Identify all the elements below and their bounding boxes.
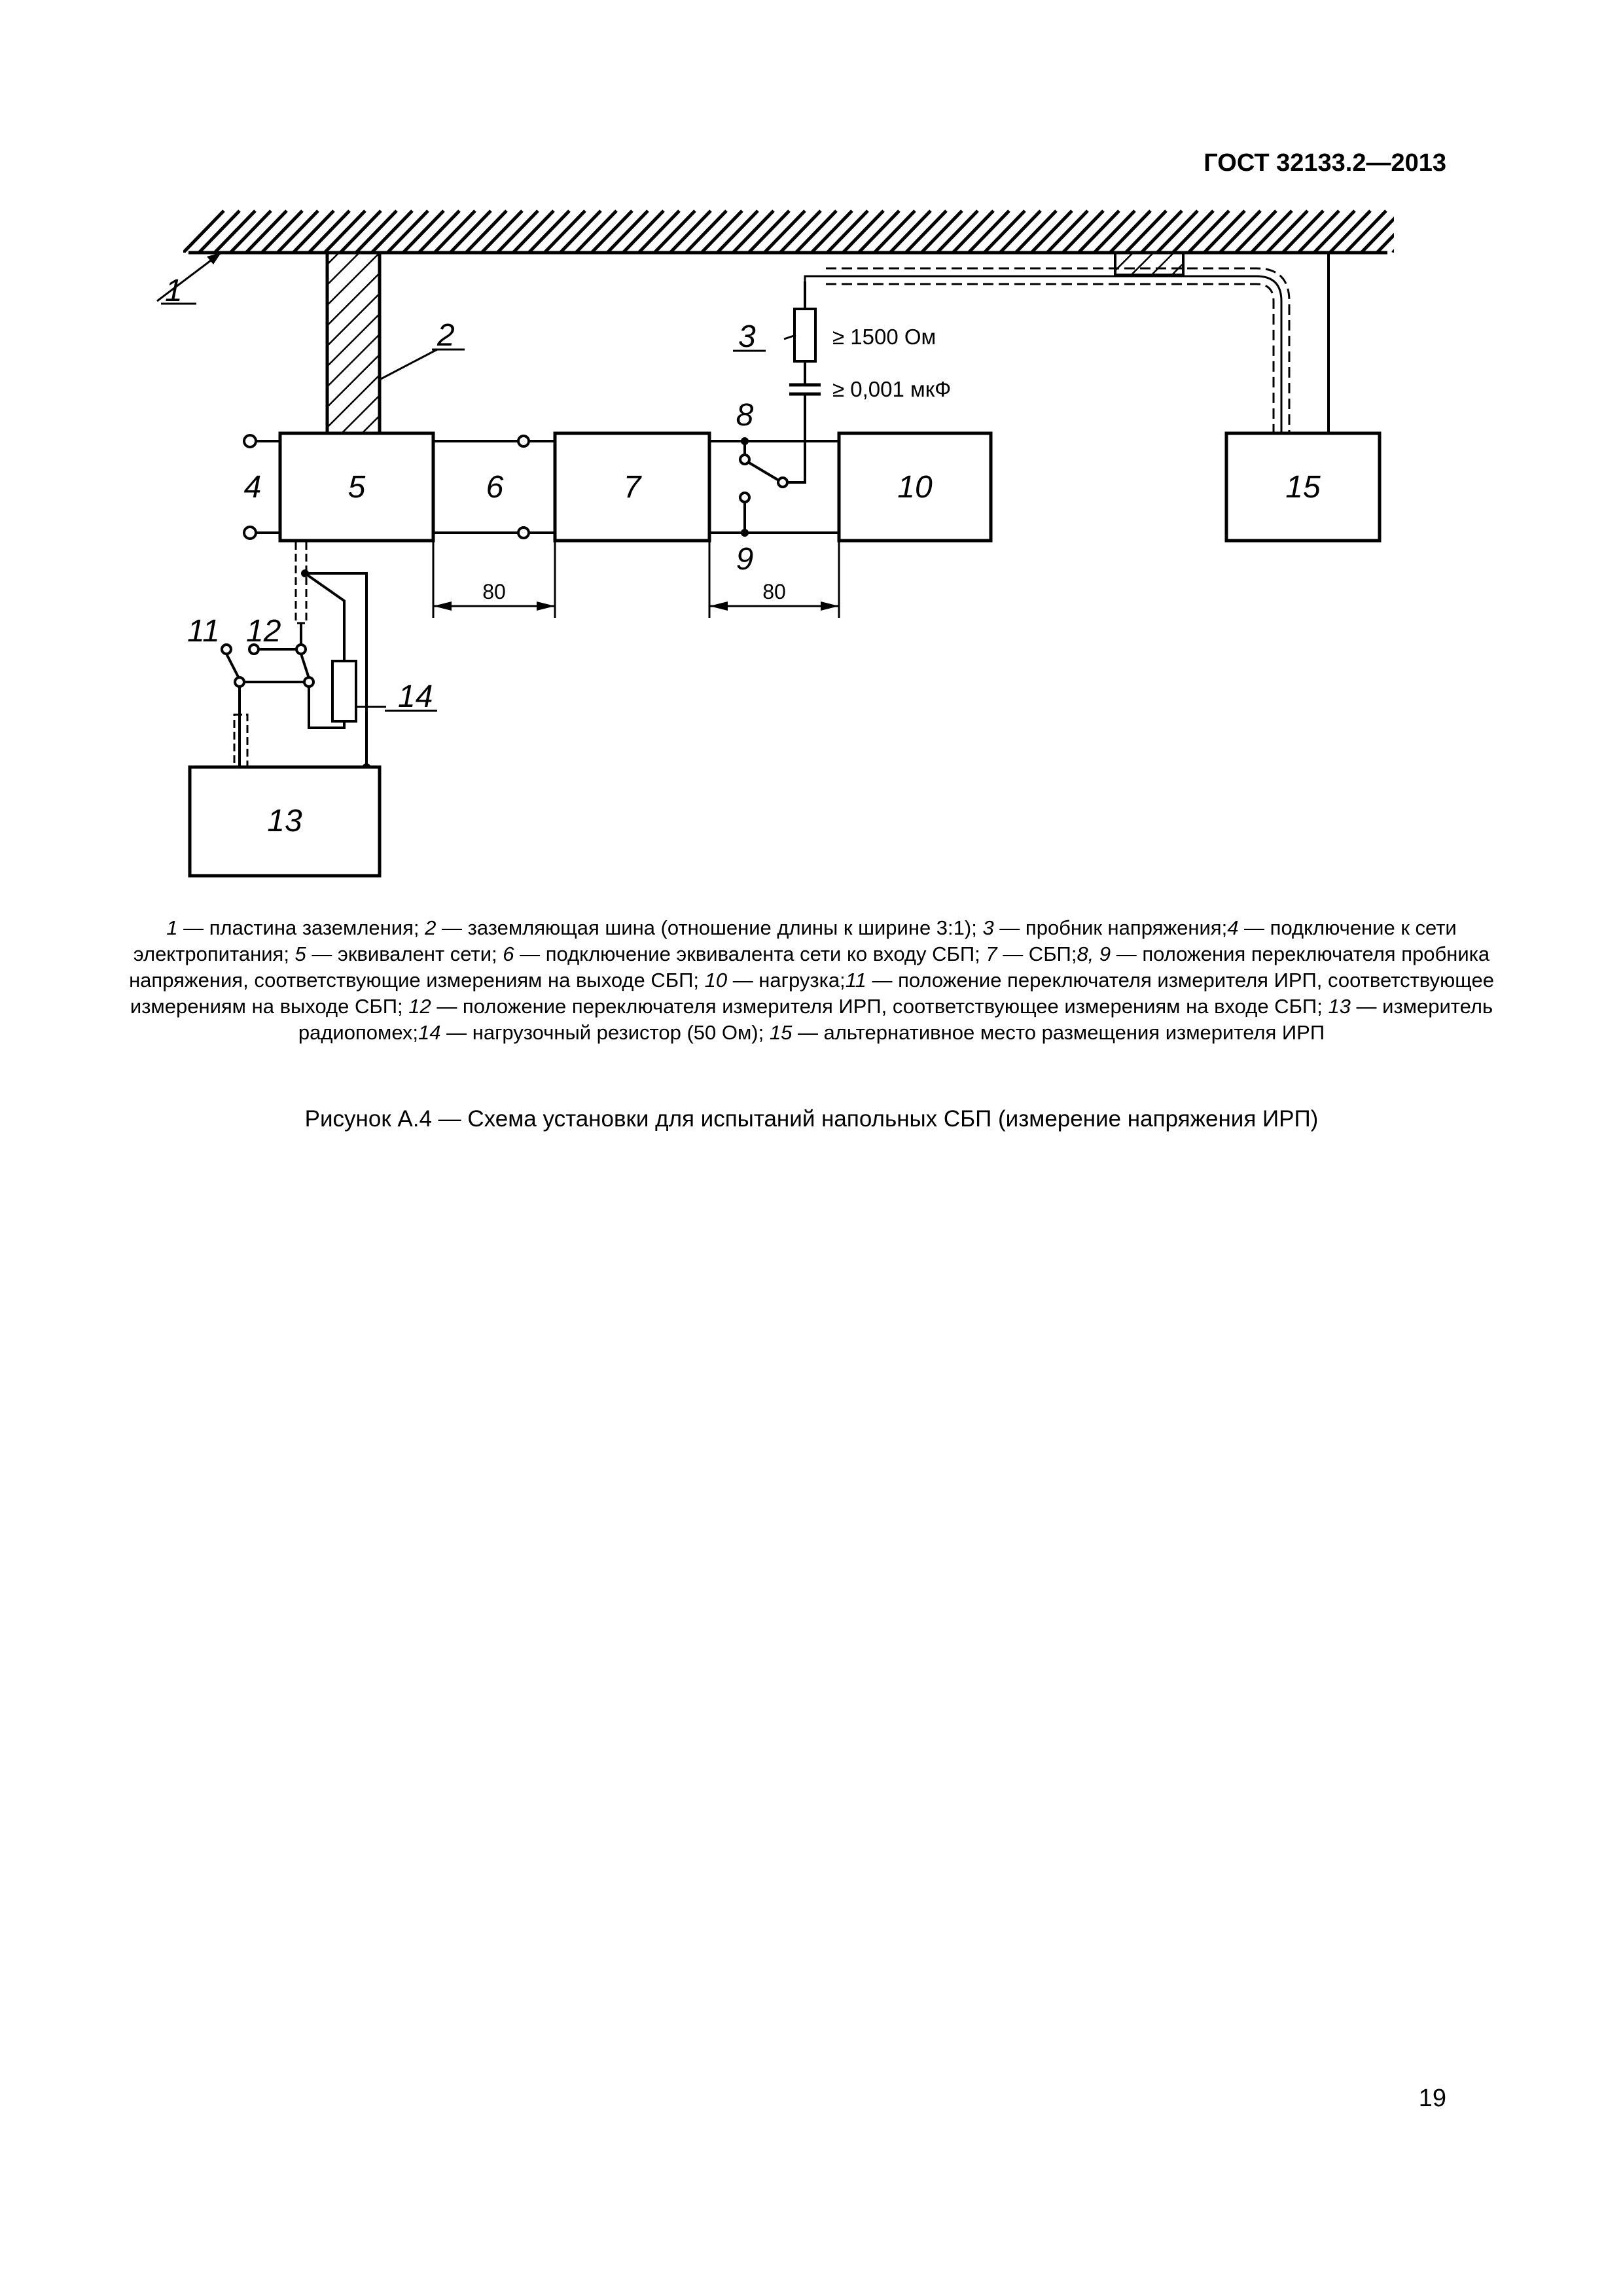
switch-contact-9 [740,493,749,502]
capacitor-value: ≥ 0,001 мкФ [832,377,952,401]
label-7: 7 [623,470,641,505]
legend-item-text: — пробник напряжения; [993,916,1228,939]
legend-item-number: 12 [408,995,431,1018]
legend-item-text: — измеритель радиопомех; [298,995,1493,1044]
dim-value-right: 80 [762,580,786,603]
legend-item-text: — заземляющая шина (отношение длины к ширине 3:1); [436,916,983,939]
terminal-icon [518,528,529,538]
legend-item-text: — пластина заземления; [177,916,425,939]
meter-switch-blade [226,654,240,679]
probe-switch-blade [748,462,779,480]
legend-item-number: 14 [418,1021,441,1044]
grounding-bus [327,253,380,433]
legend-item-number: 13 [1328,995,1351,1018]
legend-item-text: — подключение эквивалента сети ко входу СБП; [514,942,986,965]
label-2: 2 [437,318,455,353]
dim-value-left: 80 [482,580,506,603]
dimension-right [709,541,839,618]
terminal-icon [244,435,256,447]
ground-plate [183,211,1465,253]
figure-caption: Рисунок А.4 — Схема установки для испытаний напольных СБП (измерение напряжения ИРП) [304,1106,1319,1132]
label-13: 13 [267,804,302,838]
switch-contact-12 [296,645,306,654]
legend-item-text: — положения переключателя пробника напряжения, соответствующие измерениям на выходе СБП; [129,942,1490,992]
label-14: 14 [398,679,433,714]
terminal-icon [244,527,256,539]
legend-item-text: — подключение к сети электропитания; [133,916,1457,965]
cable-clamp [1115,253,1183,275]
label-12: 12 [246,614,281,649]
legend-item-number: 15 [769,1021,793,1044]
label-5: 5 [348,470,366,505]
figure-legend [118,915,1505,1046]
label-15: 15 [1285,470,1321,505]
legend-item-number: 1 [166,916,178,939]
switch-pivot [778,478,787,487]
switch-contact-11 [222,645,231,654]
legend-item-number: 8, 9 [1077,942,1111,965]
terminal-icon [518,436,529,446]
legend-item-text: — эквивалент сети; [306,942,503,965]
coax-stub [296,541,306,623]
probe-resistor [794,309,815,361]
label-6: 6 [486,470,504,505]
legend-item-number: 4 [1227,916,1239,939]
label-8: 8 [736,398,754,433]
label-4: 4 [243,470,262,505]
label-10: 10 [897,470,933,505]
legend-item-number: 11 [845,969,866,992]
load-resistor [332,661,356,721]
legend-item-number: 7 [986,942,997,965]
legend-item-number: 10 [704,969,728,992]
test-setup-diagram [0,0,1623,916]
legend-item-number: 2 [425,916,437,939]
page-number: 19 [1418,2085,1446,2112]
resistor-value: ≥ 1500 Ом [832,325,936,349]
legend-item-text: — положение переключателя измерителя ИРП, соответствующее измерениям на выходе СБП; [130,969,1494,1018]
legend-item-text: — нагрузка; [727,969,846,992]
label-1: 1 [165,274,183,308]
coaxial-cable [805,268,1289,433]
label-11: 11 [187,614,220,649]
document-header: ГОСТ 32133.2—2013 [1204,149,1446,177]
legend-item-number: 3 [982,916,994,939]
legend-item-text: — альтернативное место размещения измерителя ИРП [792,1021,1325,1044]
legend-item-text: — СБП; [997,942,1077,965]
legend-item-number: 5 [294,942,306,965]
legend-item-number: 6 [503,942,514,965]
leader-line-2 [380,350,437,380]
label-3: 3 [738,319,756,354]
legend-item-text: — положение переключателя измерителя ИРП, соответствующее измерениям на входе СБП; [431,995,1329,1018]
legend-item-text: — нагрузочный резистор (50 Ом); [440,1021,770,1044]
label-9: 9 [736,542,754,577]
